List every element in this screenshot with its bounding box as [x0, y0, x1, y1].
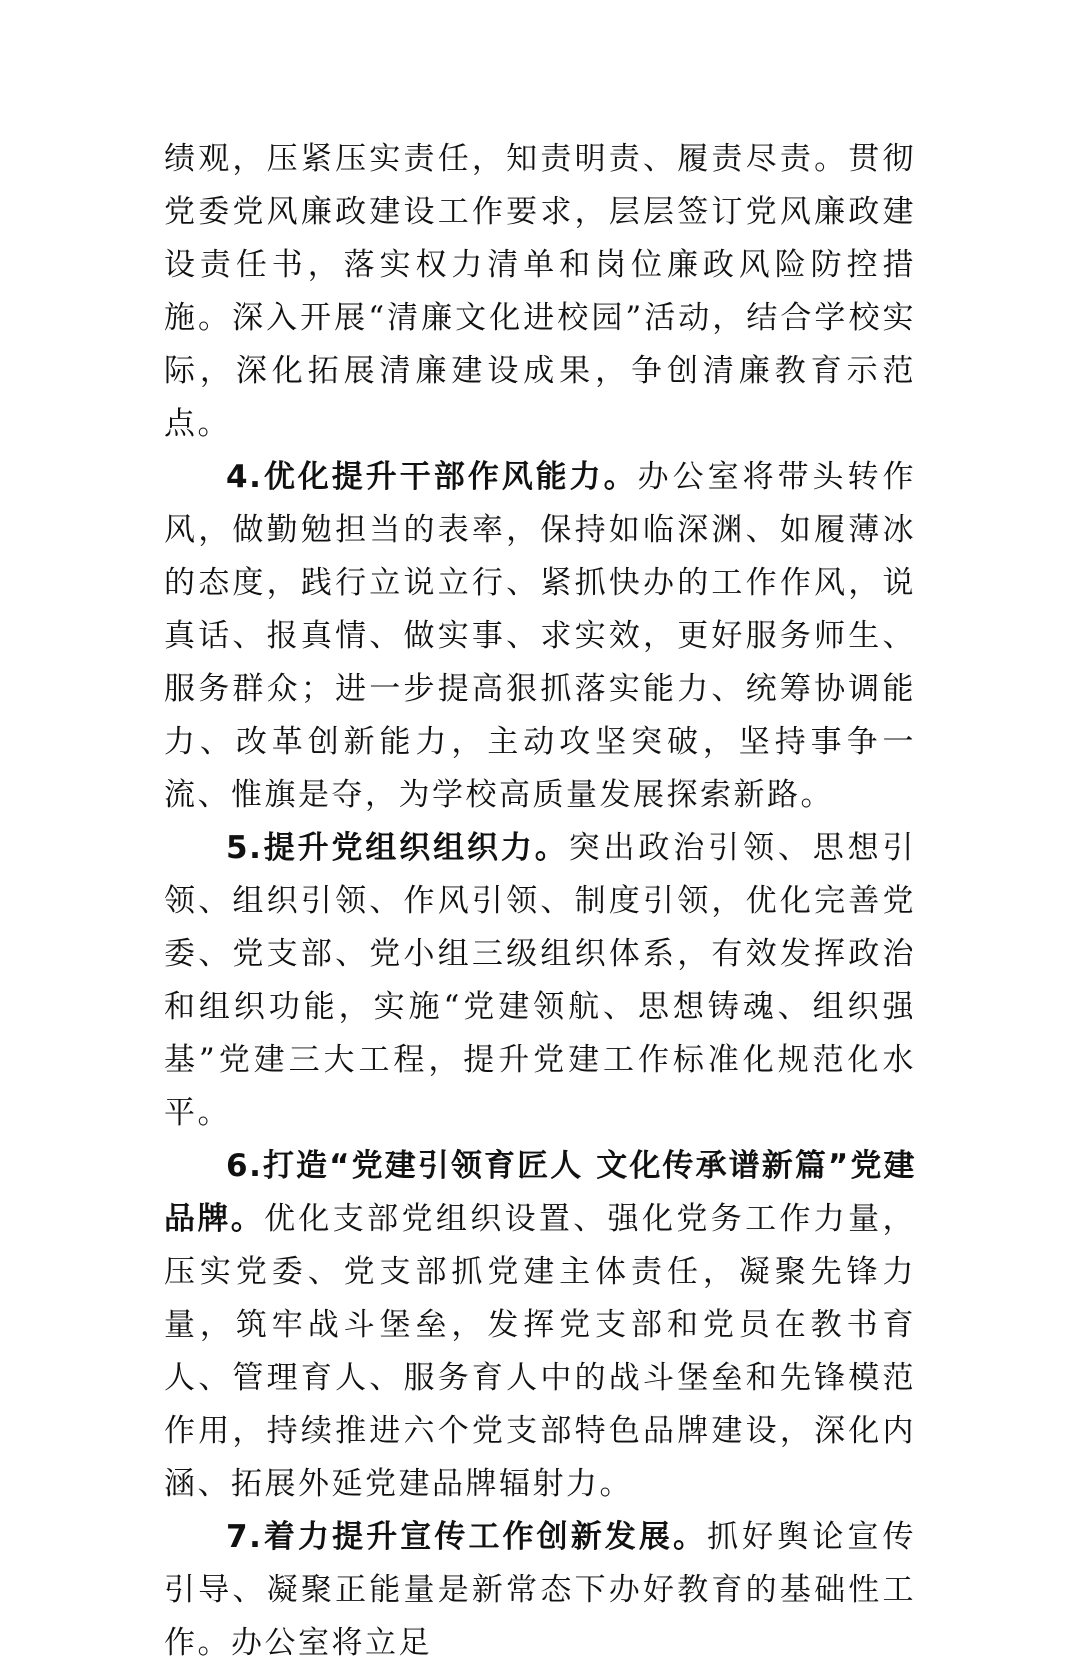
paragraph-item-7 [164, 1511, 916, 1670]
paragraph-item-5 [164, 822, 916, 1140]
paragraph-continued [164, 133, 916, 451]
paragraph-heading: 6.打造“党建引领育匠人 文化传承谱新篇”党建品牌。 [164, 1148, 916, 1237]
paragraph-item-6 [164, 1140, 916, 1511]
paragraph-body: 突出政治引领、思想引领、组织引领、作风引领、制度引领，优化完善党委、党支部、党小组三级组织体系，有效发挥政治和组织功能，实施“党建领航、思想铸魂、组织强基”党建三大工程，提升党建工作标准化规范化水平。 [164, 830, 916, 1131]
paragraph-body: 办公室将带头转作风，做勤勉担当的表率，保持如临深渊、如履薄冰的态度，践行立说立行、紧抓快办的工作作风，说真话、报真情、做实事、求实效，更好服务师生、服务群众；进一步提高狠抓落实能力、统筹协调能力、改革创新能力，主动攻坚突破，坚持事争一流、惟旗是夺，为学校高质量发展探索新路。 [164, 459, 916, 813]
paragraph-item-4 [164, 451, 916, 822]
paragraph-heading: 5.提升党组织组织力。 [226, 830, 569, 866]
document-body [164, 133, 916, 1670]
paragraph-body: 绩观，压紧压实责任，知责明责、履责尽责。贯彻党委党风廉政建设工作要求，层层签订党风廉政建设责任书，落实权力清单和岗位廉政风险防控措施。深入开展“清廉文化进校园”活动，结合学校实际，深化拓展清廉建设成果，争创清廉教育示范点。 [164, 141, 916, 442]
paragraph-heading: 4.优化提升干部作风能力。 [226, 459, 638, 495]
paragraph-body: 抓好舆论宣传引导、凝聚正能量是新常态下办好教育的基础性工作。办公室将立足 [164, 1519, 916, 1661]
paragraph-body: 优化支部党组织设置、强化党务工作力量，压实党委、党支部抓党建主体责任，凝聚先锋力量，筑牢战斗堡垒，发挥党支部和党员在教书育人、管理育人、服务育人中的战斗堡垒和先锋模范作用，持续推进六个党支部特色品牌建设，深化内涵、拓展外延党建品牌辐射力。 [164, 1201, 917, 1502]
paragraph-heading: 7.着力提升宣传工作创新发展。 [226, 1519, 708, 1555]
